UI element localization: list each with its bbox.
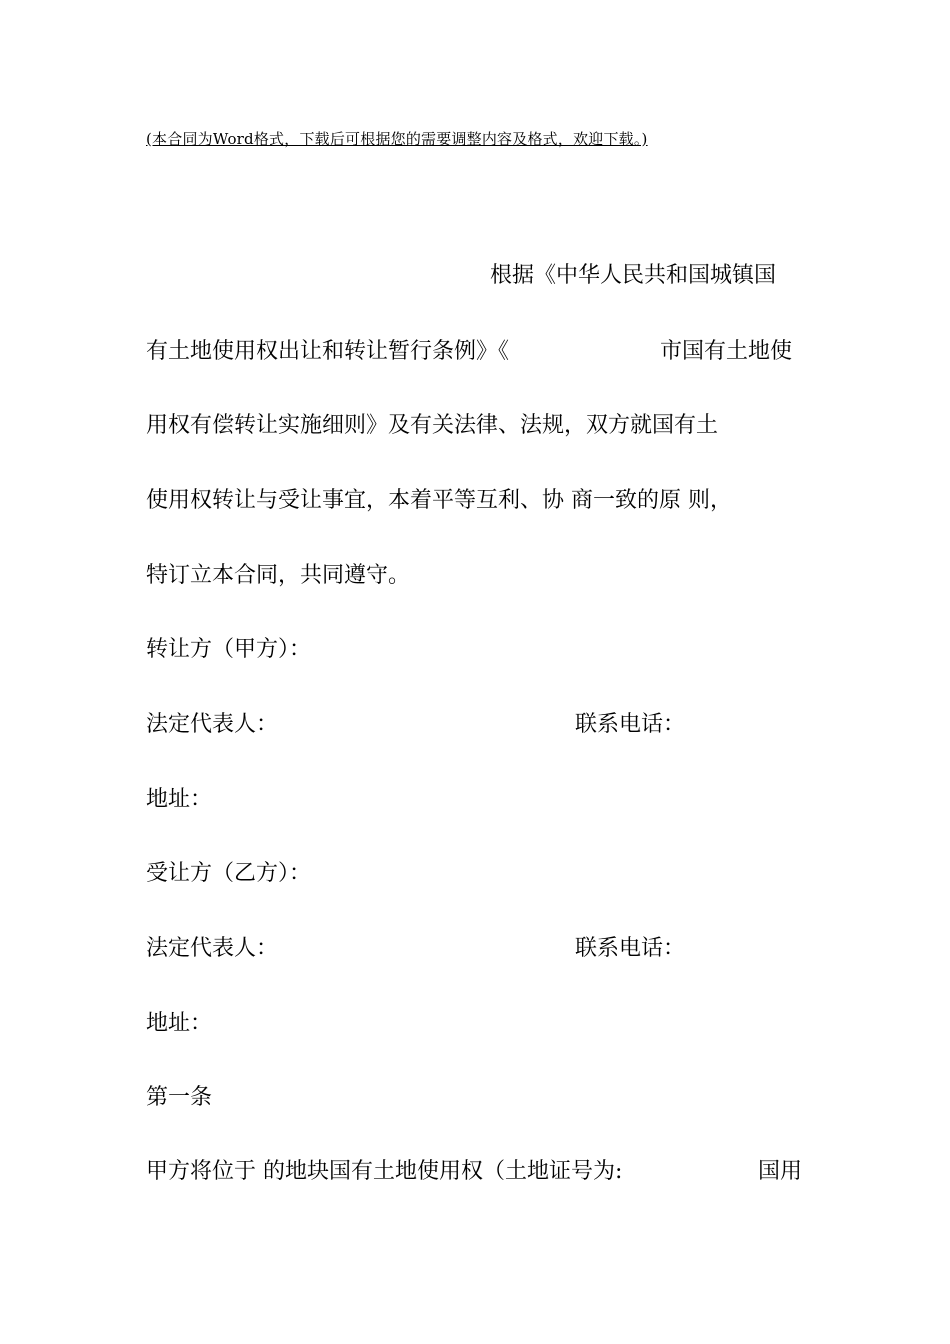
preamble-line-2-left: 有土地使用权出让和转让暂行条例》《 — [146, 339, 510, 364]
article-1-line-1-right: 国用 — [758, 1159, 803, 1184]
article-1-line-1-left: 甲方将位于 的地块国有土地使用权（土地证号为: — [146, 1159, 623, 1184]
party-a-phone-label: 联系电话： — [575, 712, 686, 737]
party-b-phone-label: 联系电话： — [575, 936, 686, 961]
preamble-line-3: 用权有偿转让实施细则》及有关法律、法规，双方就国有土 — [146, 413, 719, 438]
download-note: (本合同为Word格式，下载后可根据您的需要调整内容及格式，欢迎下载。) — [146, 130, 648, 148]
party-b-address-label: 地址： — [146, 1011, 213, 1036]
party-a-address-label: 地址： — [146, 787, 213, 812]
article-1-title: 第一条 — [146, 1085, 213, 1110]
party-a-heading: 转让方（甲方）： — [146, 637, 312, 662]
preamble-line-4: 使用权转让与受让事宜，本着平等互利、协 商一致的原 则， — [146, 488, 732, 513]
party-a-rep-label: 法定代表人： — [146, 712, 279, 737]
preamble-line-1: 根据《中华人民共和国城镇国 — [490, 263, 777, 288]
party-b-rep-label: 法定代表人： — [146, 936, 279, 961]
preamble-line-2-right: 市国有土地使 — [660, 339, 793, 364]
party-b-heading: 受让方（乙方）： — [146, 861, 312, 886]
preamble-line-5: 特订立本合同，共同遵守。 — [146, 563, 411, 588]
